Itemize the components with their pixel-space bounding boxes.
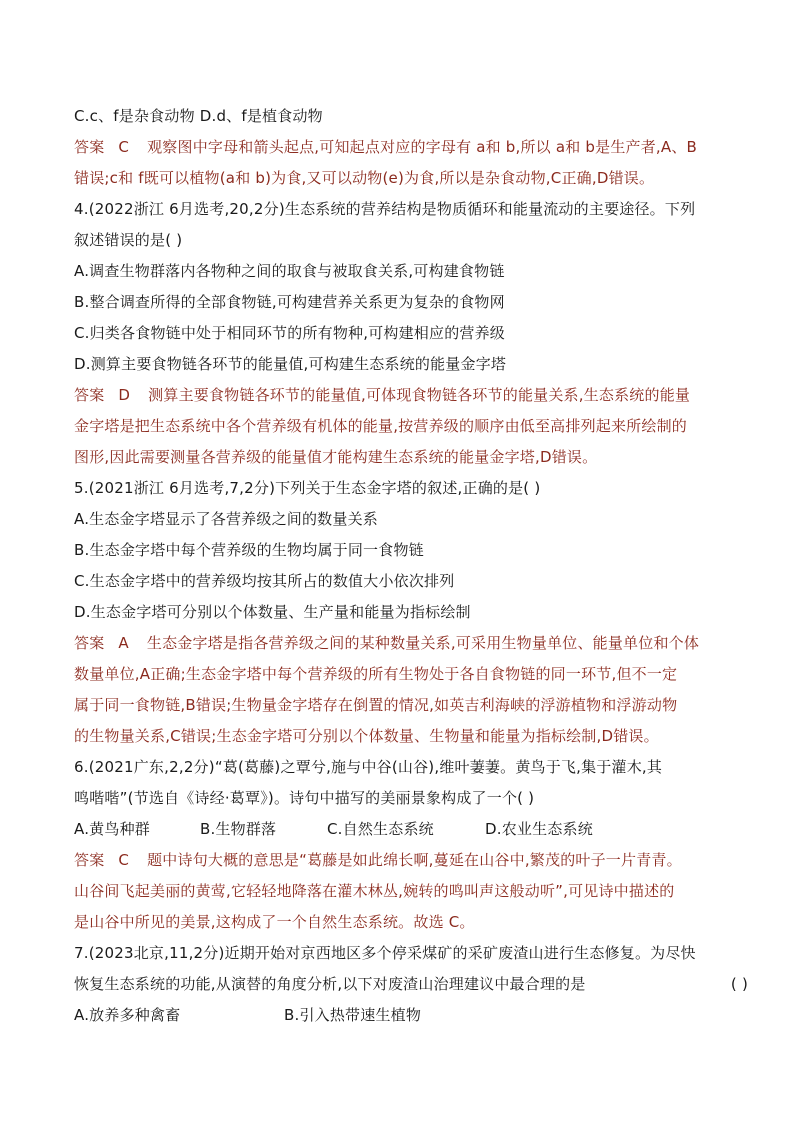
question-6-option-a: A.黄鸟种群: [74, 820, 150, 838]
question-5-option-b: B.生态金字塔中每个营养级的生物均属于同一食物链: [74, 541, 424, 559]
answer-3-tag: 答案: [74, 138, 105, 156]
answer-6-line-1: [74, 845, 754, 876]
answer-6-line-3: 是山谷中所见的美景,这构成了一个自然生态系统。故选 C。: [74, 913, 475, 931]
question-6-options: [74, 814, 754, 845]
question-5-option-a: A.生态金字塔显示了各营养级之间的数量关系: [74, 510, 378, 528]
answer-3-text-1: 观察图中字母和箭头起点,可知起点对应的字母有 a和 b,所以 a和 b是生产者,A、B: [147, 138, 698, 156]
answer-4-tag: 答案: [74, 386, 105, 404]
answer-4-key: D: [118, 386, 131, 404]
question-7-answer-paren: ( ): [730, 975, 748, 993]
question-6-option-d: D.农业生态系统: [485, 820, 593, 838]
question-4-option-b: B.整合调查所得的全部食物链,可构建营养关系更为复杂的食物网: [74, 293, 505, 311]
answer-5-line-3: 属于同一食物链,B错误;生物量金字塔存在倒置的情况,如英吉利海峡的浮游植物和浮游动物: [74, 696, 678, 714]
answer-5-key: A: [118, 634, 129, 652]
answer-6-text-1: 题中诗句大概的意思是“葛藤是如此绵长啊,蔓延在山谷中,繁茂的叶子一片青青。: [147, 851, 682, 869]
question-7-option-a: A.放养多种禽畜: [74, 1006, 181, 1024]
question-7-stem-2: 恢复生态系统的功能,从演替的角度分析,以下对废渣山治理建议中最合理的是: [74, 975, 586, 993]
question-6-stem-1: 6.(2021广东,2,2分)“葛(葛藤)之覃兮,施与中谷(山谷),维叶萋萋。黄鸟于飞,集于灌木,其: [74, 758, 663, 776]
question-6-stem-2: 鸣喈喈”(节选自《诗经·葛覃》)。诗句中描写的美丽景象构成了一个( ): [74, 789, 535, 807]
question-4-stem-2: 叙述错误的是( ): [74, 231, 183, 249]
document-page: [74, 101, 754, 1031]
answer-4-line-3: 图形,因此需要测量各营养级的能量值才能构建生态系统的能量金字塔,D错误。: [74, 448, 598, 466]
question-4-option-c: C.归类各食物链中处于相同环节的所有物种,可构建相应的营养级: [74, 324, 506, 342]
question-7-stem-1: 7.(2023北京,11,2分)近期开始对京西地区多个停采煤矿的采矿废渣山进行生态修复。为尽快: [74, 944, 696, 962]
answer-5-tag: 答案: [74, 634, 105, 652]
question-4-option-a: A.调查生物群落内各物种之间的取食与被取食关系,可构建食物链: [74, 262, 505, 280]
answer-5-line-4: 的生物量关系,C错误;生态金字塔可分别以个体数量、生物量和能量为指标绘制,D错误。: [74, 727, 659, 745]
answer-3-key: C: [118, 138, 130, 156]
answer-5-text-1: 生态金字塔是指各营养级之间的某种数量关系,可采用生物量单位、能量单位和个体: [146, 634, 700, 652]
question-5-option-c: C.生态金字塔中的营养级均按其所占的数值大小依次排列: [74, 572, 455, 590]
question-4-stem-1: 4.(2022浙江 6月选考,20,2分)生态系统的营养结构是物质循环和能量流动的主要途径。下列: [74, 200, 696, 218]
answer-4-line-2: 金字塔是把生态系统中各个营养级有机体的能量,按营养级的顺序由低至高排列起来所绘制的: [74, 417, 687, 435]
question-5-option-d: D.生态金字塔可分别以个体数量、生产量和能量为指标绘制: [74, 603, 471, 621]
question-7-stem-2-row: [74, 969, 754, 1000]
answer-6-tag: 答案: [74, 851, 105, 869]
answer-3-line-2: 错误;c和 f既可以植物(a和 b)为食,又可以动物(e)为食,所以是杂食动物,C正确,D错误。: [74, 169, 655, 187]
answer-5-line-1: [74, 628, 754, 659]
question-7-option-b: B.引入热带速生植物: [284, 1006, 422, 1024]
question-6-option-c: C.自然生态系统: [327, 820, 434, 838]
q3-options-line: C.c、f是杂食动物 D.d、f是植食动物: [74, 107, 323, 125]
question-4-option-d: D.测算主要食物链各环节的能量值,可构建生态系统的能量金字塔: [74, 355, 507, 373]
answer-3-line-1: [74, 132, 754, 163]
answer-4-text-1: 测算主要食物链各环节的能量值,可体现食物链各环节的能量关系,生态系统的能量: [148, 386, 691, 404]
answer-6-key: C: [118, 851, 130, 869]
question-5-stem: 5.(2021浙江 6月选考,7,2分)下列关于生态金字塔的叙述,正确的是( ): [74, 479, 541, 497]
question-7-options: [74, 1000, 754, 1031]
question-6-option-b: B.生物群落: [200, 820, 277, 838]
answer-5-line-2: 数量单位,A正确;生态金字塔中每个营养级的所有生物处于各自食物链的同一环节,但不一定: [74, 665, 678, 683]
answer-4-line-1: [74, 380, 754, 411]
answer-6-line-2: 山谷间飞起美丽的黄莺,它轻轻地降落在灌木林丛,婉转的鸣叫声这般动听”,可见诗中描述的: [74, 882, 675, 900]
